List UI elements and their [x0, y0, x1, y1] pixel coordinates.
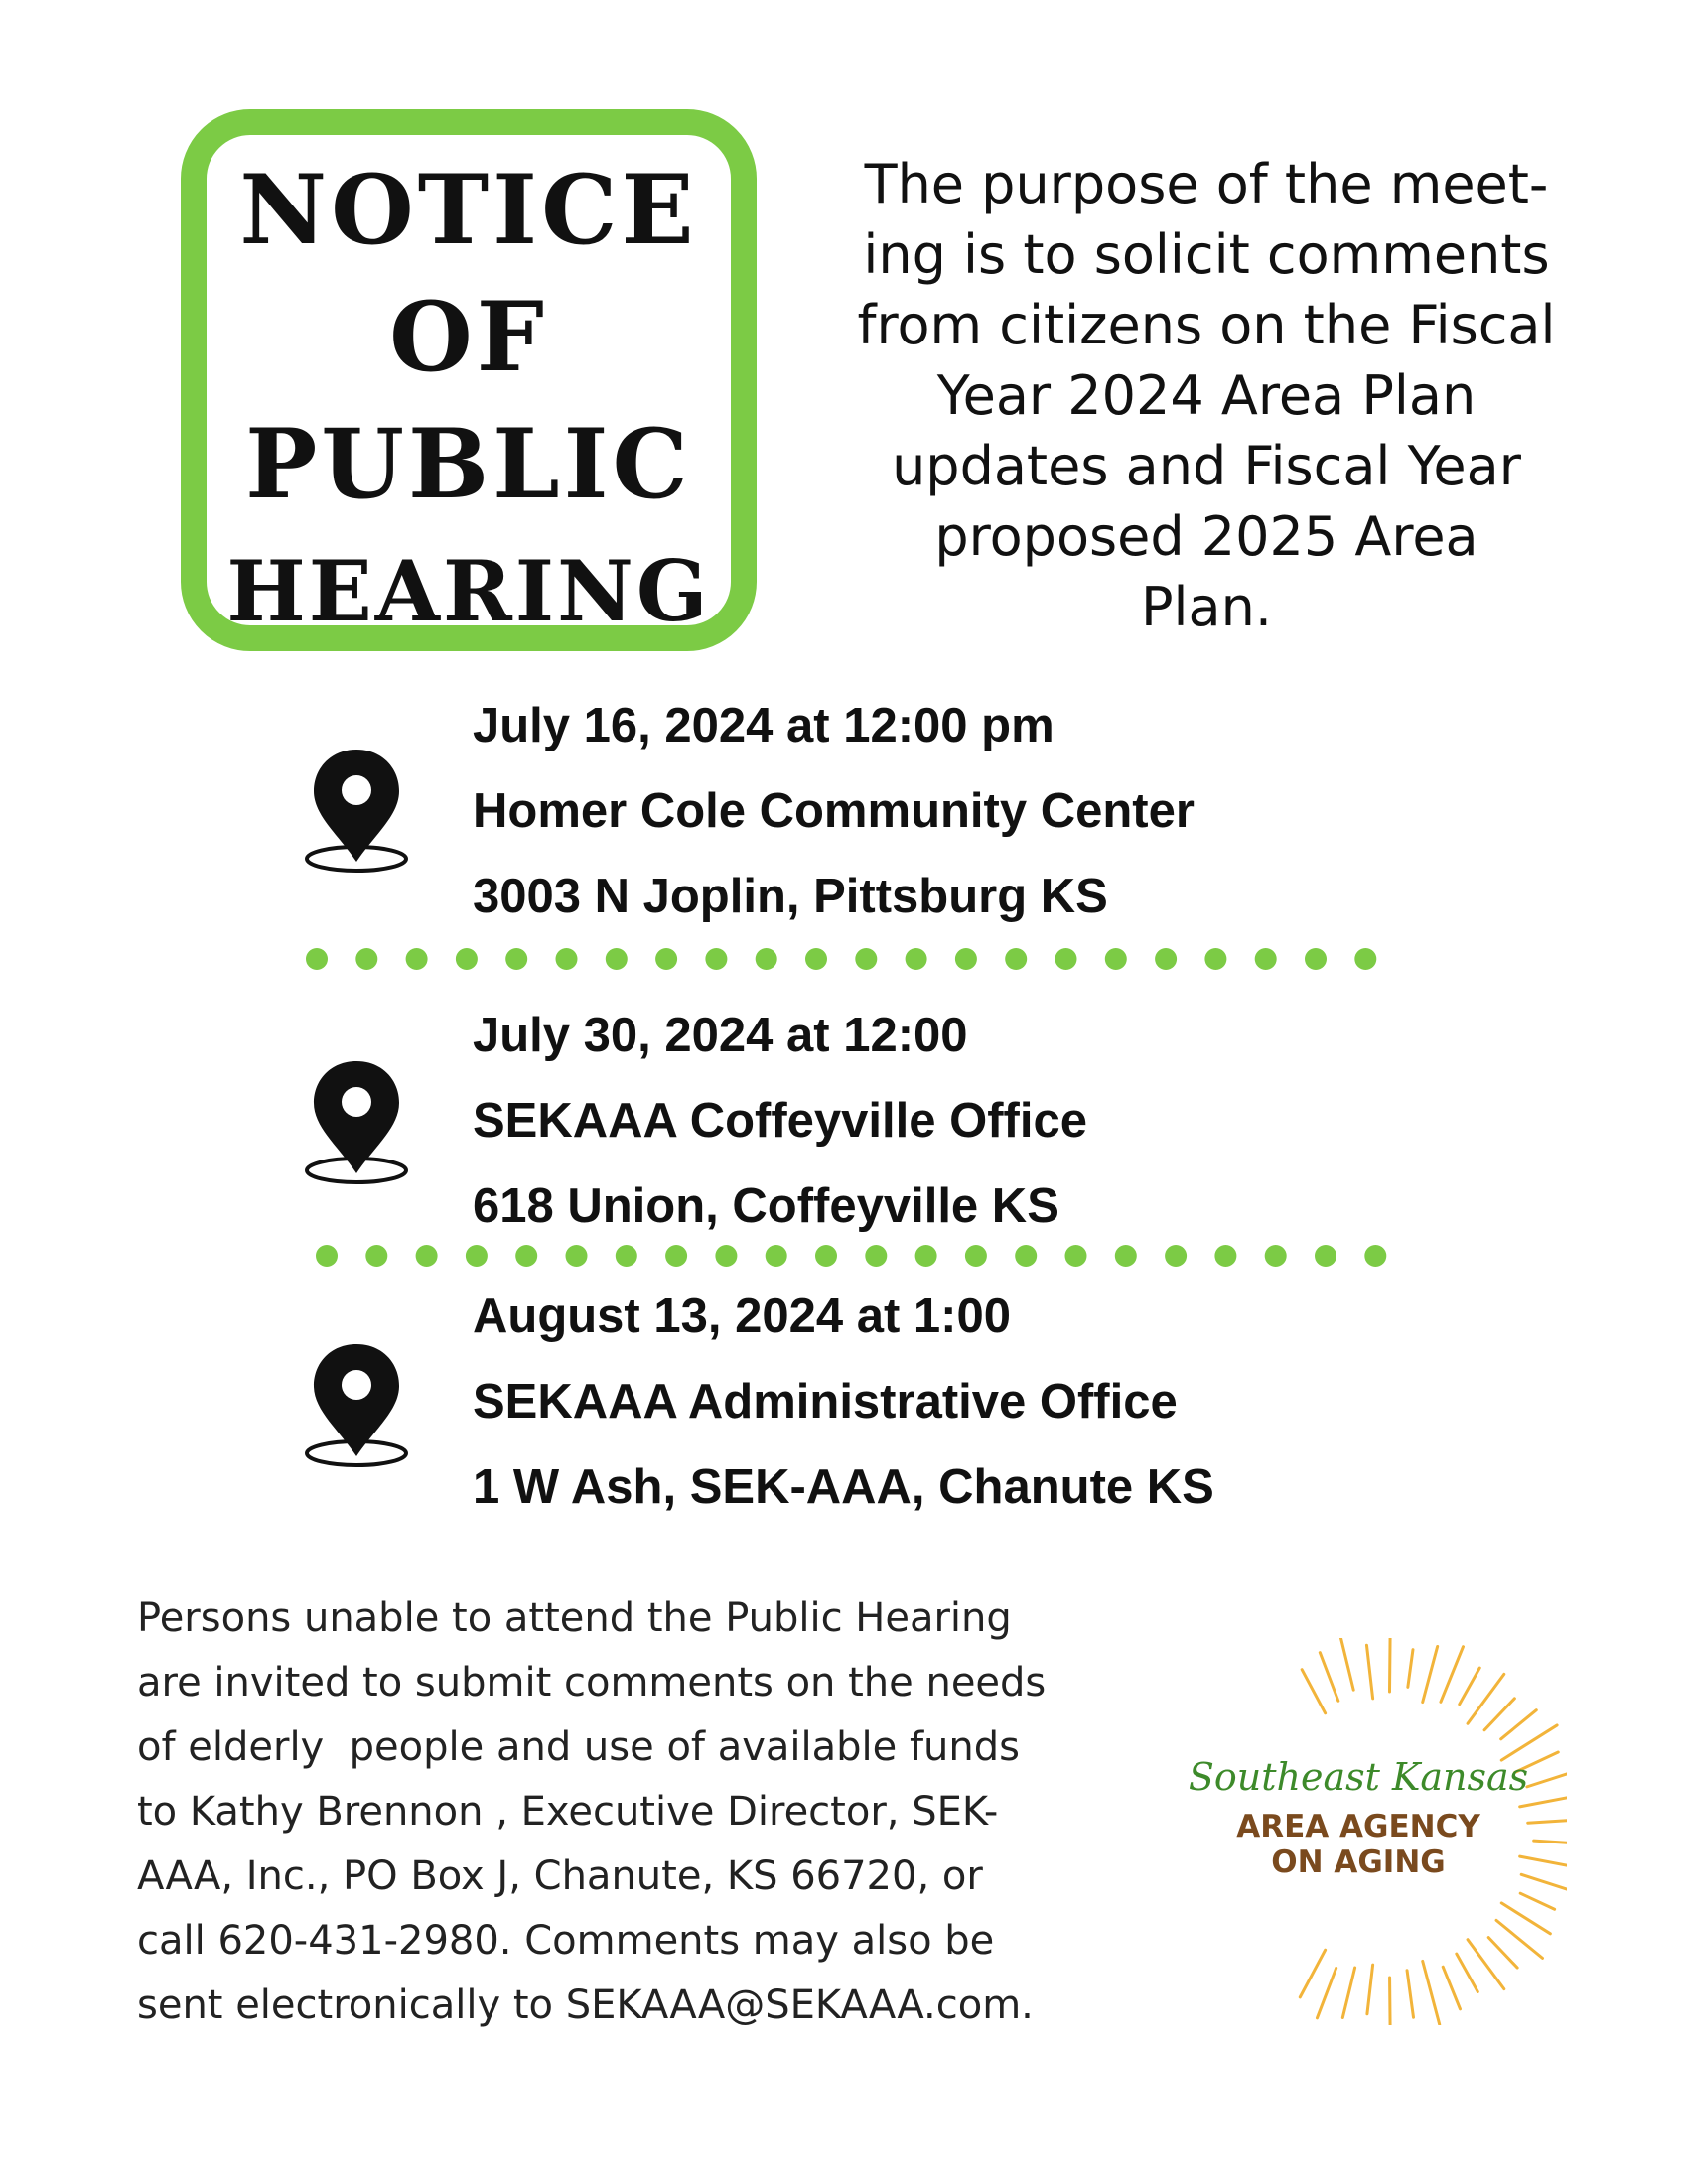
sunburst-ray	[1300, 1950, 1325, 1997]
footer-line: sent electronically to SEKAAA@SEKAAA.com.	[137, 1982, 1034, 2028]
logo-script-text: Southeast Kansas	[1188, 1755, 1529, 1799]
divider-dot	[1204, 948, 1226, 970]
divider-dot	[306, 948, 328, 970]
divider-dot	[406, 948, 428, 970]
location-pin-icon	[298, 1339, 415, 1468]
divider-dot	[865, 1245, 887, 1267]
footer-line: Persons unable to attend the Public Hearing	[137, 1595, 1012, 1641]
divider-dot	[705, 948, 727, 970]
divider-dot	[805, 948, 827, 970]
divider-dot	[616, 1245, 637, 1267]
sunburst-ray	[1520, 1893, 1554, 1909]
logo-name-line: ON AGING	[1271, 1844, 1446, 1880]
divider-dot	[1065, 1245, 1087, 1267]
sunburst-ray	[1488, 1938, 1517, 1968]
notice-line: HEARING	[226, 542, 711, 640]
divider-dot	[1214, 1245, 1236, 1267]
sunburst-ray	[1320, 1653, 1338, 1702]
event-address: 1 W Ash, SEK-AAA, Chanute KS	[473, 1460, 1214, 1514]
purpose-line: ing is to solicit comments	[863, 223, 1550, 286]
divider-dot	[855, 948, 877, 970]
sunburst-ray	[1407, 1971, 1413, 2018]
comment-instructions	[137, 1586, 1130, 2038]
divider-dot	[1305, 948, 1327, 970]
divider-dot	[655, 948, 677, 970]
notice-line: OF	[389, 281, 548, 393]
sunburst-ray	[1367, 1965, 1373, 2014]
event-date-time: July 16, 2024 at 12:00 pm	[473, 699, 1055, 752]
event-date-time: August 13, 2024 at 1:00	[473, 1290, 1011, 1343]
divider-dot	[365, 1245, 387, 1267]
divider-dot	[1015, 1245, 1037, 1267]
footer-line: are invited to submit comments on the needs	[137, 1660, 1047, 1706]
divider-dot	[766, 1245, 787, 1267]
divider-dot	[665, 1245, 687, 1267]
divider-dot	[965, 1245, 987, 1267]
logo-agency-name	[1160, 1809, 1557, 1880]
divider-dot	[556, 948, 578, 970]
divider-dot	[1055, 948, 1077, 970]
sunburst-ray	[1423, 1646, 1438, 1702]
divider-dot	[1005, 948, 1027, 970]
sunburst-ray	[1317, 1968, 1336, 2017]
purpose-paragraph	[824, 149, 1589, 642]
divider-dot	[466, 1245, 488, 1267]
sunburst-ray	[1501, 1710, 1537, 1739]
divider-dot	[906, 948, 927, 970]
sunburst-ray	[1340, 1638, 1353, 1690]
notice-heading	[207, 147, 731, 655]
footer-line: AAA, Inc., PO Box J, Chanute, KS 66720, or	[137, 1853, 983, 1899]
event-address: 618 Union, Coffeyville KS	[473, 1179, 1059, 1233]
divider-dot	[456, 948, 478, 970]
purpose-line: updates and Fiscal Year	[892, 435, 1521, 497]
sunburst-ray	[1423, 1961, 1440, 2024]
divider-dot	[1354, 948, 1376, 970]
divider-dot	[606, 948, 628, 970]
event-address: 3003 N Joplin, Pittsburg KS	[473, 870, 1108, 923]
dotted-divider	[302, 944, 1384, 974]
location-pin-icon	[298, 1056, 415, 1185]
dotted-divider	[312, 1241, 1394, 1271]
divider-dot	[815, 1245, 837, 1267]
divider-dot	[1364, 1245, 1386, 1267]
sekaaa-logo	[1150, 1638, 1567, 2025]
event-location: SEKAAA Administrative Office	[473, 1375, 1178, 1429]
sunburst-ray	[1390, 1978, 1391, 2025]
event-location: SEKAAA Coffeyville Office	[473, 1094, 1087, 1148]
logo-name-line: AREA AGENCY	[1236, 1809, 1480, 1844]
divider-dot	[1115, 1245, 1137, 1267]
divider-dot	[1265, 1245, 1287, 1267]
purpose-line: Year 2024 Area Plan	[936, 364, 1477, 427]
purpose-line: The purpose of the meet-	[864, 153, 1549, 215]
sunburst-ray	[1457, 1954, 1477, 1991]
notice-line: PUBLIC	[245, 408, 692, 520]
divider-dot	[355, 948, 377, 970]
divider-dot	[1315, 1245, 1336, 1267]
sunburst-ray	[1342, 1968, 1354, 2018]
footer-line: call 620-431-2980. Comments may also be	[137, 1918, 995, 1964]
divider-dot	[316, 1245, 338, 1267]
event-date-time: July 30, 2024 at 12:00	[473, 1009, 968, 1062]
divider-dot	[505, 948, 527, 970]
notice-line: NOTICE	[239, 154, 698, 266]
divider-dot	[915, 1245, 937, 1267]
purpose-line: proposed 2025 Area	[934, 505, 1478, 568]
sunburst-ray	[1484, 1699, 1514, 1730]
location-pin-icon	[298, 745, 415, 874]
divider-dot	[1105, 948, 1127, 970]
sunburst-ray	[1443, 1967, 1460, 2009]
divider-dot	[416, 1245, 438, 1267]
divider-dot	[715, 1245, 737, 1267]
footer-line: of elderly people and use of available funds	[137, 1724, 1020, 1770]
divider-dot	[1255, 948, 1277, 970]
footer-line: to Kathy Brennon , Executive Director, SEK-	[137, 1789, 999, 1835]
event-location: Homer Cole Community Center	[473, 784, 1195, 838]
divider-dot	[1155, 948, 1177, 970]
sunburst-ray	[1366, 1645, 1372, 1699]
purpose-line: from citizens on the Fiscal	[857, 294, 1556, 356]
notice-of-public-hearing-graphic	[181, 109, 757, 651]
divider-dot	[515, 1245, 537, 1267]
sunburst-ray	[1441, 1647, 1464, 1703]
sunburst-ray	[1408, 1650, 1413, 1688]
sunburst-ray	[1389, 1638, 1390, 1692]
sunburst-ray	[1460, 1668, 1479, 1705]
divider-dot	[566, 1245, 588, 1267]
divider-dot	[1165, 1245, 1187, 1267]
divider-dot	[756, 948, 777, 970]
sunburst-ray	[1302, 1670, 1325, 1713]
purpose-line: Plan.	[1140, 576, 1273, 638]
divider-dot	[955, 948, 977, 970]
